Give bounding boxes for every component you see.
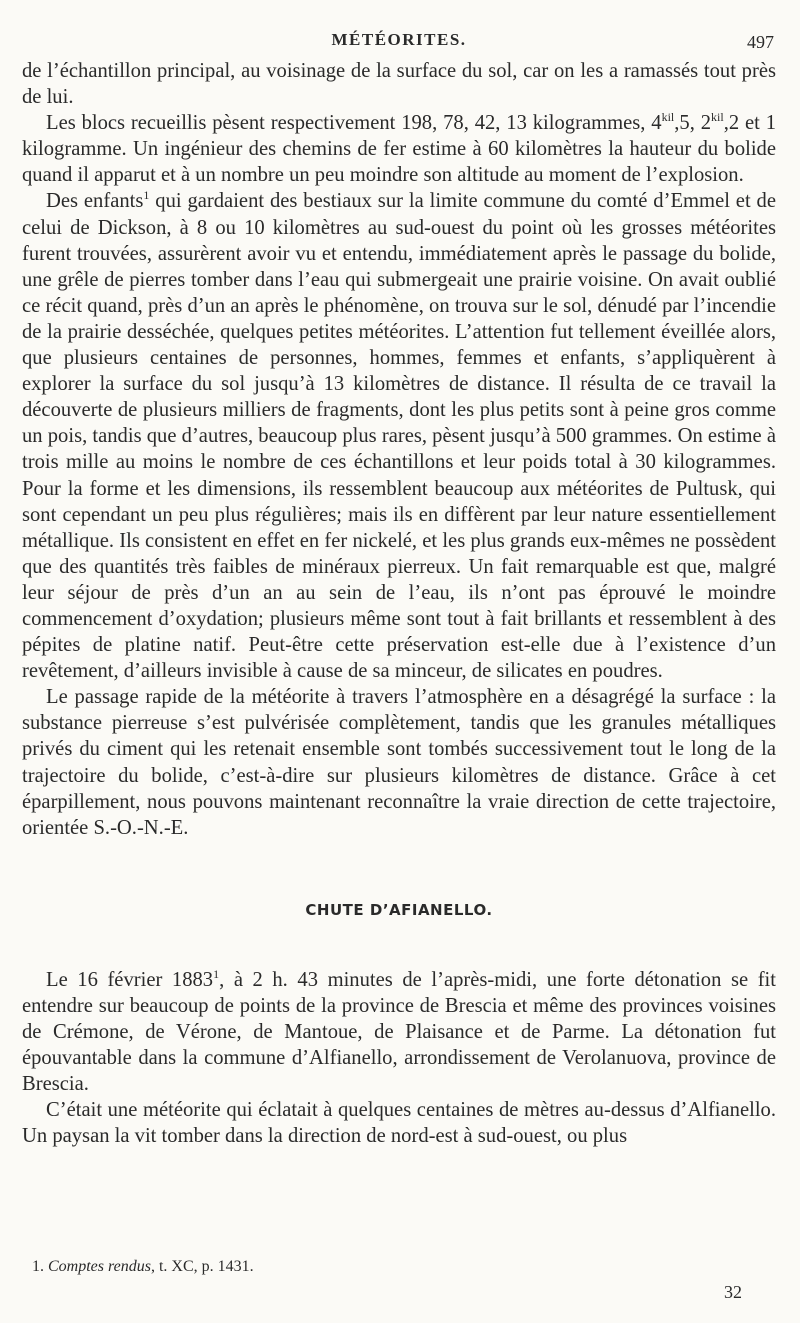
running-title: MÉTÉORITES.: [331, 30, 467, 49]
text-run: C’était une météorite qui éclatait à quelques centaines de mètres au-dessus d’Alfianello. Un paysan la vit tomber dans la direction de nord-est à sud-ouest, ou plus: [22, 1099, 776, 1148]
superscript: 1: [143, 188, 150, 203]
paragraph: [22, 110, 776, 188]
footnote-source: Comptes rendus: [48, 1258, 151, 1275]
paragraph: [22, 1097, 776, 1149]
paragraph: [22, 188, 776, 684]
paragraphs-before: [22, 58, 776, 841]
text-run: , à 2 h. 43 minutes de l’après-midi, une forte détonation se fit entendre sur beaucoup de points de la province de Brescia et même des provinces voisines de Crémone, de Vérone, de Mantoue, de Plaisance et de Parme. La détonation fut épouvantable dans la commune d’Alfianello, arrondissement de Verolanuova, province de Brescia.: [22, 968, 776, 1096]
footnote-rest: , t. XC, p. 1431.: [150, 1258, 254, 1275]
paragraphs-after: [22, 967, 776, 1150]
running-head: [22, 30, 776, 56]
body-text: [22, 58, 776, 1150]
text-run: Le 16 février 1883: [46, 968, 214, 991]
text-run: Des enfants: [46, 190, 144, 213]
paragraph: [22, 967, 776, 1097]
text-run: de l’échantillon principal, au voisinage de la surface du sol, car on les a ramassés tout près de lui.: [22, 60, 776, 109]
text-run: qui gardaient des bestiaux sur la limite commune du comté d’Emmel et de celui de Dickson, à 8 ou 10 kilomètres au sud-ouest du point où les grosses météorites furent trouvées, assurèrent avoir vu et entendu, immédiatement après le passage du bolide, une grêle de pierres tomber dans l’eau qui submergeait une prairie voisine. On avait oublié ce récit quand, près d’un an après le phénomène, on trouva sur le sol, dénudé par l’incendie de la prairie desséchée, quelques petites météorites. L’attention fut tellement éveillée alors, que plusieurs centaines de personnes, hommes, femmes et enfants, s’appliquèrent à explorer la surface du sol jusqu’à 13 kilomètres de distance. Il résulta de ce travail la découverte de plusieurs milliers de fragments, dont les plus petits sont à peine gros comme un pois, tandis que d’autres, beaucoup plus rares, pèsent jusqu’à 500 grammes. On estime à trois mille au moins le nombre de ces échantillons et leur poids total à 30 kilogrammes. Pour la forme et les dimensions, ils ressemblent beaucoup aux météorites de Pultusk, qui sont cependant un peu plus régulières; mais ils en diffèrent par leur nature essentiellement métallique. Ils consistent en effet en fer nickelé, et les plus grands eux-mêmes ne possèdent que des quantités très faibles de minéraux pierreux. Un fait remarquable est que, malgré leur séjour de près d’un an au sein de l’eau, ils n’ont pas éprouvé le moindre commencement d’oxydation; plusieurs même sont tout à fait brillants et ressemblent à des pépites de platine natif. Peut-être cette préservation est-elle due à l’existence d’un revêtement, d’ailleurs invisible à cause de sa minceur, de silicates en poudres.: [22, 190, 776, 683]
text-run: ,2 et 1 kilogramme. Un ingénieur des chemins de fer estime à 60 kilomètres la hauteur du bolide quand il apparut et à un nombre un peu moindre son altitude au moment de l’explosion.: [22, 112, 777, 187]
paragraph: [22, 684, 776, 841]
footnote-number: 1.: [32, 1258, 44, 1275]
paragraph: [22, 58, 776, 110]
superscript: 1: [213, 966, 220, 981]
text-run: Les blocs recueillis pèsent respectivement 198, 78, 42, 13 kilogrammes, 4: [46, 112, 662, 135]
page: [22, 0, 776, 1323]
text-run: ,5, 2: [674, 112, 712, 135]
superscript: kil: [711, 110, 724, 125]
section-heading: CHUTE D’AFIANELLO.: [305, 900, 493, 919]
footnote: [32, 1258, 772, 1276]
text-run: Le passage rapide de la météorite à travers l’atmosphère en a désagrégé la surface : la substance pierreuse s’est pulvérisée complètement, tandis que les granules métalliques privés du ciment qui les retenait ensemble sont tombés successivement tout le long de la trajectoire du bolide, c’est-à-dire sur plusieurs kilomètres de distance. Grâce à cet éparpillement, nous pouvons maintenant reconnaître la vraie direction de cette trajectoire, orientée S.-O.-N.-E.: [22, 686, 776, 839]
superscript: kil: [661, 110, 675, 125]
page-number: 497: [747, 32, 774, 52]
signature-mark: 32: [724, 1282, 742, 1302]
